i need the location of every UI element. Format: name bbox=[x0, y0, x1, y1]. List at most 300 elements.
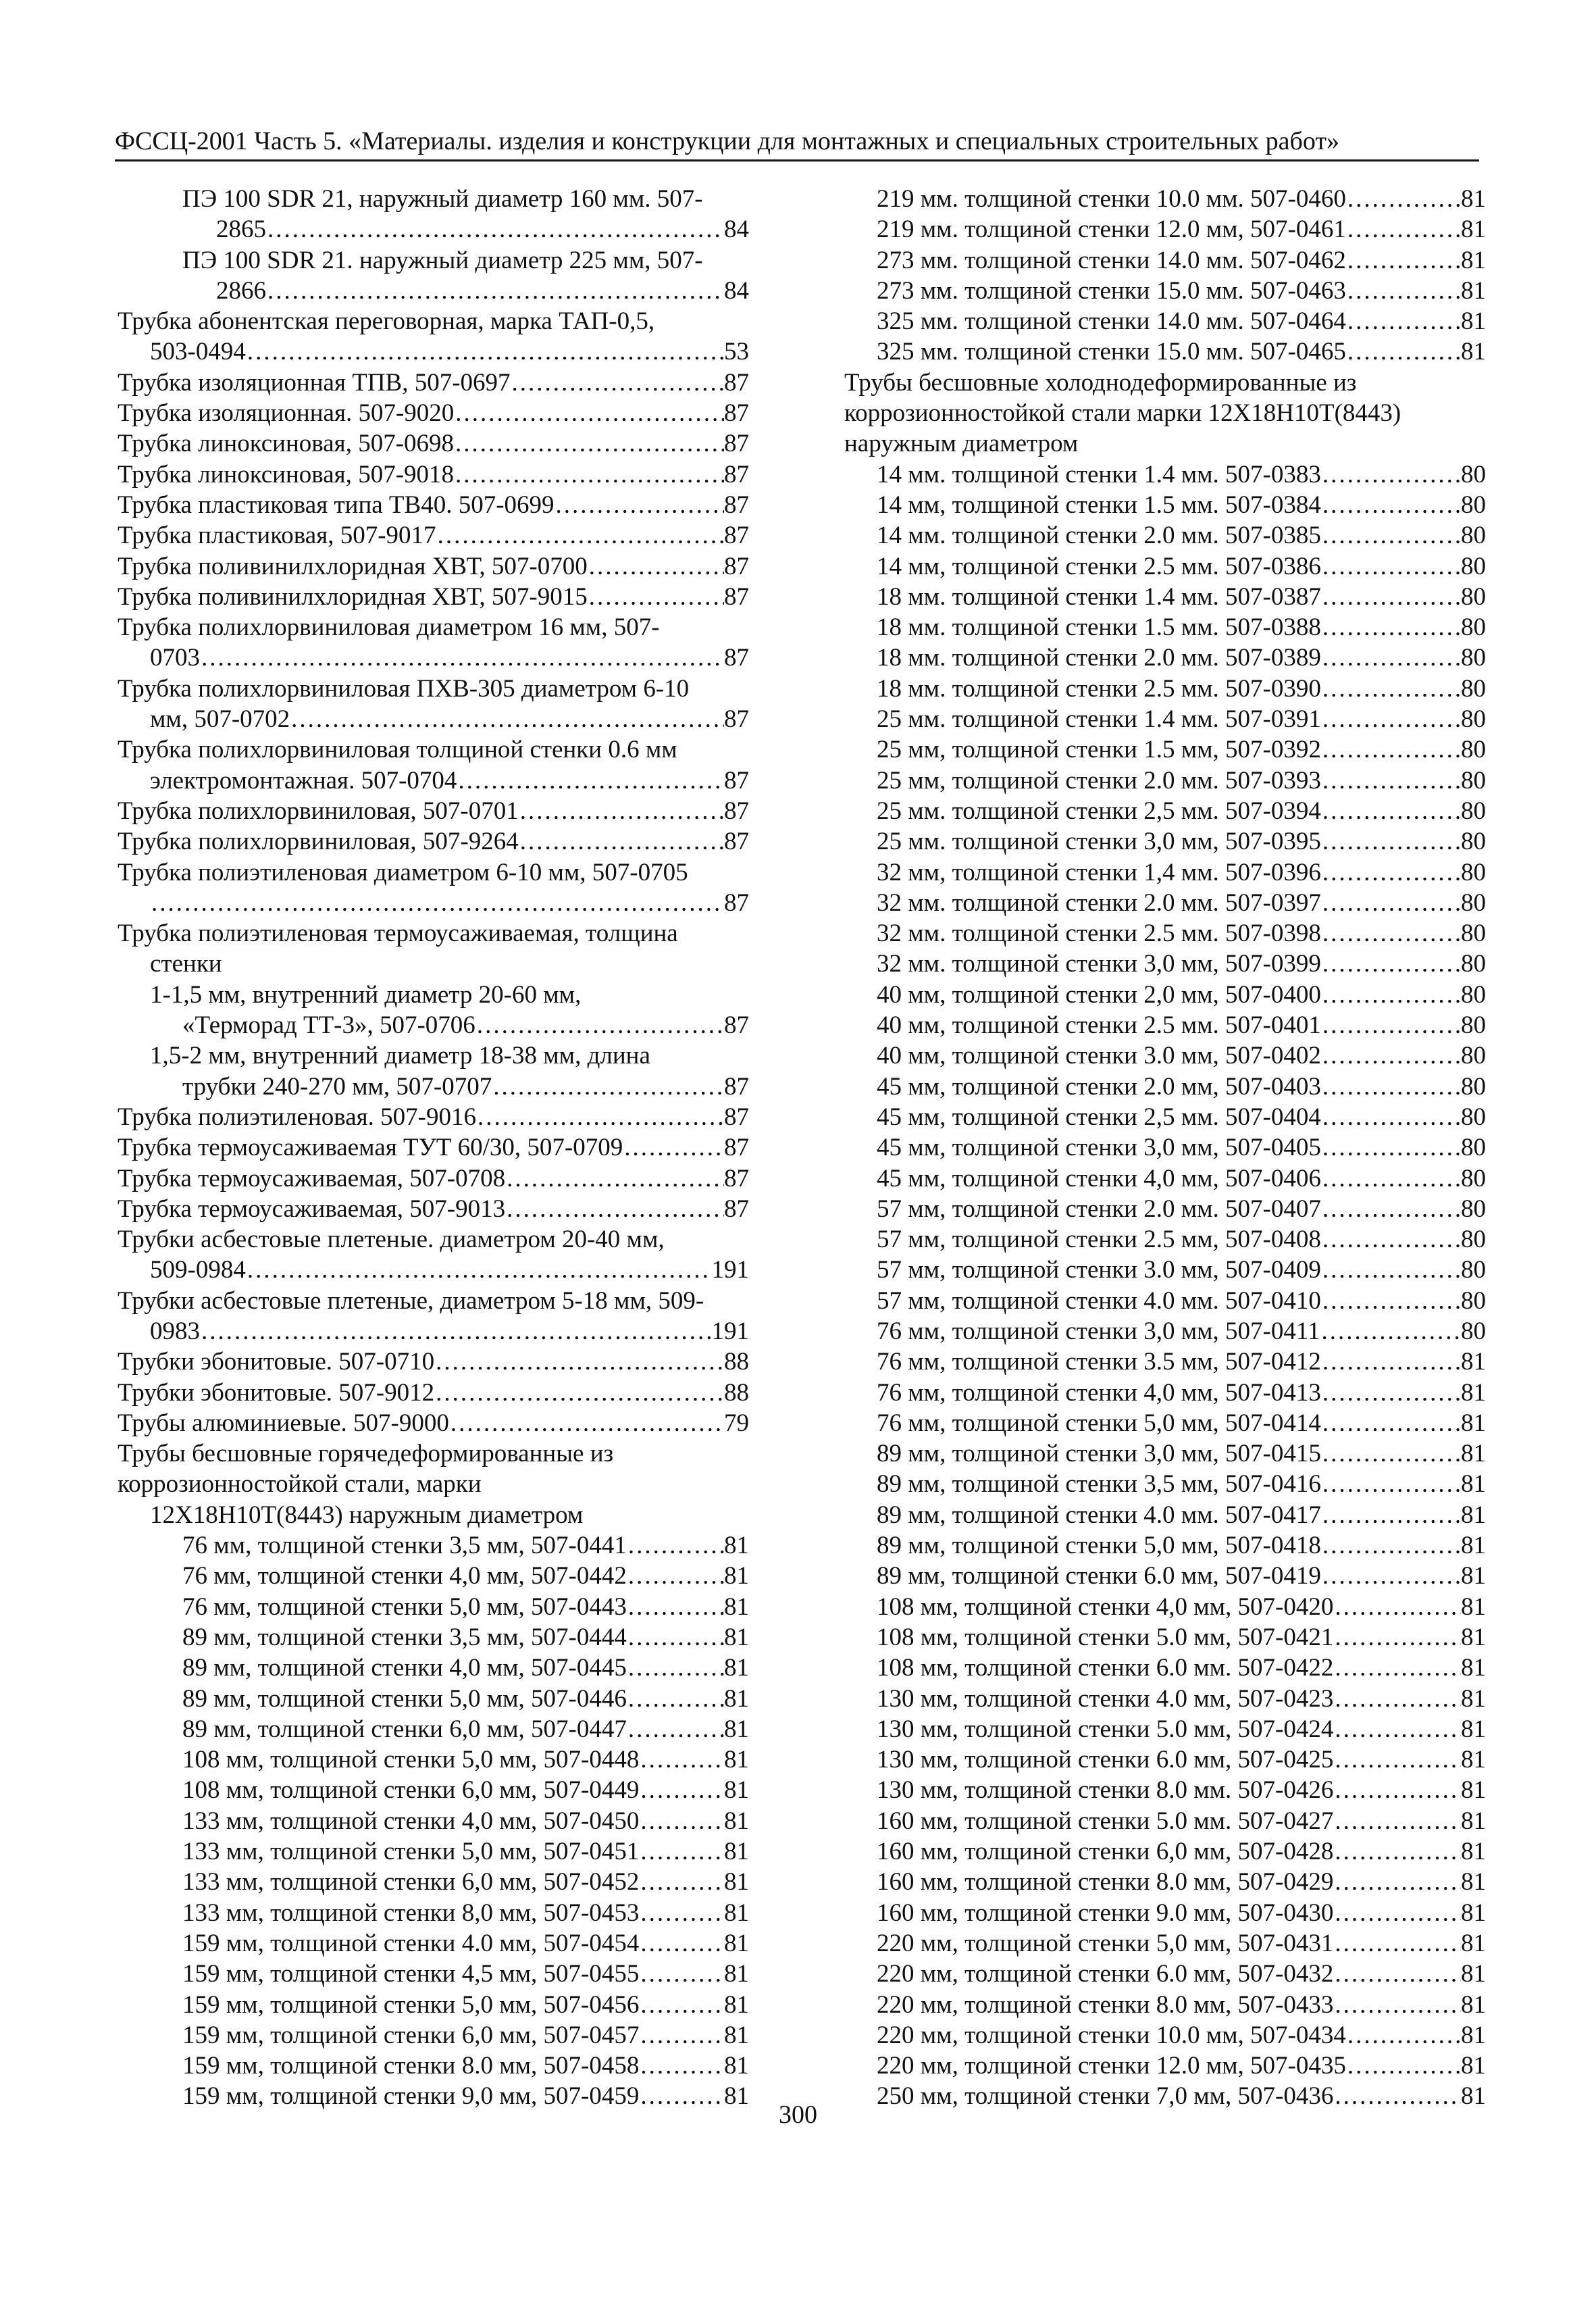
index-entry bbox=[844, 490, 1486, 520]
index-entry-text: 14 мм. толщиной стенки 2.0 мм. 507-0385 bbox=[877, 522, 1321, 550]
index-entry-page: 81 bbox=[1461, 1470, 1486, 1499]
index-entry-text: 89 мм, толщиной стенки 3,0 мм, 507-0415 bbox=[877, 1440, 1321, 1468]
dot-leader bbox=[639, 1775, 724, 1805]
index-entry-text: 0703 bbox=[150, 644, 200, 672]
index-entry bbox=[844, 643, 1486, 673]
index-entry-text: 220 мм, толщиной стенки 6.0 мм, 507-0432 bbox=[877, 1960, 1334, 1988]
dot-leader bbox=[1333, 1959, 1461, 1989]
dot-leader bbox=[1333, 1592, 1461, 1622]
index-entry-text: ПЭ 100 SDR 21. наружный диаметр 225 мм, 507- bbox=[182, 246, 703, 274]
index-entry-text: Трубы бесшовные холоднодеформированные из bbox=[844, 368, 1357, 397]
index-entry-text: Трубка термоусаживаемая, 507-0708 bbox=[118, 1164, 506, 1192]
index-entry bbox=[844, 980, 1486, 1010]
index-entry-text: Трубка пластиковая, 507-9017 bbox=[118, 522, 436, 550]
index-entry-page: 87 bbox=[724, 368, 749, 397]
index-entry-page: 81 bbox=[724, 1623, 749, 1651]
index-entry bbox=[118, 1469, 749, 1499]
dot-leader bbox=[1321, 918, 1461, 949]
index-entry-page: 81 bbox=[724, 1532, 749, 1560]
index-entry bbox=[118, 643, 749, 673]
index-entry-text: Трубы бесшовные горячедеформированные из bbox=[118, 1440, 614, 1468]
index-entry-page: 80 bbox=[1461, 705, 1486, 734]
index-entry-text: 25 мм, толщиной стенки 1.5 мм, 507-0392 bbox=[877, 736, 1321, 764]
index-entry-page: 81 bbox=[724, 1898, 749, 1927]
index-entry-page: 81 bbox=[724, 1746, 749, 1774]
index-entry bbox=[844, 459, 1486, 490]
index-entry bbox=[118, 1132, 749, 1163]
index-entry-text: 89 мм, толщиной стенки 4.0 мм. 507-0417 bbox=[877, 1501, 1321, 1529]
index-entry bbox=[844, 336, 1486, 367]
index-entry bbox=[118, 1928, 749, 1959]
index-entry-text: 89 мм, толщиной стенки 5,0 мм, 507-0418 bbox=[877, 1532, 1321, 1560]
index-entry-page: 87 bbox=[724, 1164, 749, 1192]
dot-leader bbox=[1333, 1928, 1461, 1959]
index-entry-text: 220 мм, толщиной стенки 10.0 мм, 507-0434 bbox=[877, 2021, 1346, 2049]
dot-leader bbox=[627, 1530, 724, 1561]
index-entry bbox=[118, 1744, 749, 1775]
index-entry bbox=[844, 1316, 1486, 1347]
index-entry-text: Трубы алюминиевые. 507-9000 bbox=[118, 1409, 449, 1437]
index-entry-text: 1-1,5 мм, внутренний диаметр 20-60 мм, bbox=[150, 980, 582, 1009]
index-entry-text: 159 мм, толщиной стенки 4,5 мм, 507-0455 bbox=[182, 1960, 640, 1988]
index-entry-page: 81 bbox=[1461, 1623, 1486, 1651]
index-entry-text: 76 мм, толщиной стенки 5,0 мм, 507-0414 bbox=[877, 1409, 1321, 1437]
dot-leader bbox=[266, 276, 724, 306]
index-entry-text: 57 мм, толщиной стенки 2.5 мм, 507-0408 bbox=[877, 1226, 1321, 1254]
index-entry-text: коррозионностойкой стали марки 12Х18Н10Т(8443) bbox=[844, 399, 1401, 428]
index-entry bbox=[844, 1990, 1486, 2020]
index-entry-text: 130 мм, толщиной стенки 8.0 мм. 507-0426 bbox=[877, 1776, 1334, 1805]
index-entry bbox=[118, 582, 749, 612]
index-entry bbox=[118, 1561, 749, 1591]
index-entry-text: 160 мм, толщиной стенки 8.0 мм, 507-0429 bbox=[877, 1868, 1334, 1896]
index-entry-text: 57 мм, толщиной стенки 4.0 мм. 507-0410 bbox=[877, 1286, 1321, 1315]
index-entry bbox=[844, 1378, 1486, 1408]
index-entry-text: 32 мм, толщиной стенки 1,4 мм. 507-0396 bbox=[877, 858, 1321, 886]
dot-leader bbox=[627, 1592, 724, 1622]
index-entry bbox=[118, 1347, 749, 1377]
dot-leader bbox=[588, 582, 724, 612]
index-entry bbox=[118, 1072, 749, 1102]
dot-leader bbox=[639, 1836, 724, 1867]
index-entry-text: Трубка абонентская переговорная, марка ТАП-0,5, bbox=[118, 307, 655, 336]
dot-leader bbox=[1321, 520, 1461, 551]
dot-leader bbox=[627, 1714, 724, 1744]
index-entry bbox=[118, 1316, 749, 1347]
index-entry-text: Трубка полихлорвиниловая диаметром 16 мм, 507- bbox=[118, 613, 660, 642]
index-entry bbox=[118, 1990, 749, 2020]
index-entry-text: 45 мм, толщиной стенки 2.0 мм, 507-0403 bbox=[877, 1072, 1321, 1101]
dot-leader bbox=[1321, 1347, 1461, 1377]
dot-leader bbox=[1321, 1040, 1461, 1071]
index-entry bbox=[118, 1684, 749, 1714]
index-entry bbox=[844, 1684, 1486, 1714]
index-entry-text: Трубка полиэтиленовая диаметром 6-10 мм, 507-0705 bbox=[118, 858, 688, 886]
index-entry bbox=[844, 1408, 1486, 1438]
index-entry bbox=[844, 888, 1486, 918]
index-entry bbox=[844, 1102, 1486, 1132]
page-number: 300 bbox=[779, 2101, 817, 2129]
index-entry-page: 80 bbox=[1461, 460, 1486, 488]
dot-leader bbox=[1321, 1102, 1461, 1132]
index-entry-page: 81 bbox=[1461, 1868, 1486, 1896]
dot-leader bbox=[1333, 1684, 1461, 1714]
index-entry-page: 87 bbox=[724, 888, 749, 917]
index-entry-page: 80 bbox=[1461, 980, 1486, 1009]
dot-leader bbox=[454, 398, 724, 428]
index-entry-text: 220 мм, толщиной стенки 12.0 мм, 507-0435 bbox=[877, 2052, 1346, 2080]
index-entry-text: Трубка изоляционная ТПВ, 507-0697 bbox=[118, 368, 511, 397]
index-entry bbox=[844, 1653, 1486, 1683]
dot-leader bbox=[555, 490, 724, 520]
dot-leader bbox=[1321, 1194, 1461, 1224]
index-entry-text: 108 мм, толщиной стенки 4,0 мм, 507-0420 bbox=[877, 1592, 1334, 1621]
index-entry-text: 160 мм, толщиной стенки 9.0 мм, 507-0430 bbox=[877, 1898, 1334, 1927]
index-entry-text: 89 мм, толщиной стенки 6.0 мм, 507-0419 bbox=[877, 1562, 1321, 1590]
index-entry-page: 81 bbox=[1461, 1684, 1486, 1713]
dot-leader bbox=[623, 1132, 724, 1163]
index-entry-text: трубки 240-270 мм, 507-0707 bbox=[182, 1072, 492, 1101]
index-entry-page: 81 bbox=[1461, 1990, 1486, 2019]
index-entry-page: 80 bbox=[1461, 858, 1486, 886]
index-entry-text: 220 мм, толщиной стенки 8.0 мм, 507-0433 bbox=[877, 1990, 1334, 2019]
index-entry bbox=[844, 1530, 1486, 1561]
index-entry-text: 32 мм. толщиной стенки 3,0 мм, 507-0399 bbox=[877, 950, 1321, 978]
dot-leader bbox=[1321, 582, 1461, 612]
index-entry-text: «Терморад ТТ-3», 507-0706 bbox=[182, 1011, 475, 1040]
index-entry-text: 32 мм. толщиной стенки 2.0 мм. 507-0397 bbox=[877, 888, 1321, 917]
index-entry-page: 87 bbox=[724, 766, 749, 795]
index-entry bbox=[844, 1469, 1486, 1499]
index-entry bbox=[844, 1744, 1486, 1775]
index-entry-page: 80 bbox=[1461, 888, 1486, 917]
index-entry-text: 219 мм. толщиной стенки 12.0 мм, 507-0461 bbox=[877, 216, 1346, 244]
index-entry-page: 81 bbox=[1461, 2082, 1486, 2111]
index-entry-text: 89 мм, толщиной стенки 6,0 мм, 507-0447 bbox=[182, 1715, 627, 1743]
index-entry bbox=[118, 1286, 749, 1316]
index-entry-text: 1,5-2 мм, внутренний диаметр 18-38 мм, длина bbox=[150, 1042, 650, 1070]
index-entry bbox=[844, 1806, 1486, 1836]
dot-leader bbox=[639, 1898, 724, 1928]
index-entry-text: 130 мм, толщиной стенки 5.0 мм, 507-0424 bbox=[877, 1715, 1334, 1743]
index-entry-text: Трубка полихлорвиниловая толщиной стенки 0.6 мм bbox=[118, 736, 677, 764]
index-entry-text: 14 мм. толщиной стенки 1.4 мм. 507-0383 bbox=[877, 460, 1321, 488]
index-entry-text: 219 мм. толщиной стенки 10.0 мм. 507-0460 bbox=[877, 185, 1346, 213]
index-entry-page: 80 bbox=[1461, 797, 1486, 825]
index-entry bbox=[844, 612, 1486, 643]
index-entry bbox=[844, 1592, 1486, 1622]
index-entry-text: 45 мм, толщиной стенки 2,5 мм. 507-0404 bbox=[877, 1103, 1321, 1131]
index-entry-page: 81 bbox=[1461, 1378, 1486, 1407]
dot-leader bbox=[588, 551, 724, 582]
index-entry bbox=[118, 980, 749, 1010]
dot-leader bbox=[476, 1102, 724, 1132]
index-entry bbox=[118, 1010, 749, 1040]
index-entry-page: 87 bbox=[724, 1103, 749, 1131]
index-entry-page: 87 bbox=[724, 1072, 749, 1101]
dot-leader bbox=[1333, 1836, 1461, 1867]
index-entry-text: Трубки асбестовые плетеные. диаметром 20-40 мм, bbox=[118, 1226, 665, 1254]
dot-leader bbox=[1321, 826, 1461, 857]
index-entry-page: 80 bbox=[1461, 1134, 1486, 1162]
index-entry-text: Трубка пластиковая типа ТВ40. 507-0699 bbox=[118, 491, 555, 519]
index-entry bbox=[118, 306, 749, 336]
index-entry bbox=[118, 1653, 749, 1683]
dot-leader bbox=[1346, 245, 1461, 276]
dot-leader bbox=[1321, 980, 1461, 1010]
dot-leader bbox=[639, 1928, 724, 1959]
index-entry-text: 45 мм, толщиной стенки 4,0 мм, 507-0406 bbox=[877, 1164, 1321, 1192]
index-entry-text: 89 мм, толщиной стенки 4,0 мм, 507-0445 bbox=[182, 1654, 627, 1682]
index-entry-page: 80 bbox=[1461, 1286, 1486, 1315]
index-entry bbox=[844, 1163, 1486, 1194]
index-entry bbox=[844, 1072, 1486, 1102]
dot-leader bbox=[519, 826, 724, 857]
index-entry-page: 88 bbox=[724, 1378, 749, 1407]
index-entry bbox=[844, 1928, 1486, 1959]
dot-leader bbox=[1346, 2051, 1461, 2081]
index-entry-text: Трубка полиэтиленовая. 507-9016 bbox=[118, 1103, 476, 1131]
index-entry bbox=[118, 1438, 749, 1469]
index-entry-text: Трубки эбонитовые. 507-9012 bbox=[118, 1378, 435, 1407]
dot-leader bbox=[434, 1378, 724, 1408]
index-entry bbox=[844, 368, 1486, 398]
dot-leader bbox=[1321, 857, 1461, 888]
index-entry bbox=[844, 2051, 1486, 2081]
index-entry-page: 191 bbox=[711, 1256, 749, 1284]
index-entry bbox=[844, 1438, 1486, 1469]
index-entry-text: 57 мм, толщиной стенки 3.0 мм, 507-0409 bbox=[877, 1256, 1321, 1284]
index-entry bbox=[844, 276, 1486, 306]
index-entry-page: 87 bbox=[724, 1011, 749, 1040]
index-entry bbox=[118, 214, 749, 245]
running-header: ФССЦ-2001 Часть 5. «Материалы. изделия и конструкции для монтажных и специальных строительных работ» bbox=[115, 127, 1339, 155]
index-entry-page: 80 bbox=[1461, 522, 1486, 550]
index-entry bbox=[118, 734, 749, 765]
dot-leader bbox=[1321, 1010, 1461, 1040]
index-entry-page: 81 bbox=[1461, 1592, 1486, 1621]
dot-leader bbox=[1333, 1775, 1461, 1805]
dot-leader bbox=[1333, 1653, 1461, 1683]
index-entry-text: 25 мм, толщиной стенки 2.0 мм. 507-0393 bbox=[877, 766, 1321, 795]
index-entry-page: 191 bbox=[711, 1317, 749, 1345]
index-entry bbox=[844, 1286, 1486, 1316]
index-entry bbox=[844, 918, 1486, 949]
dot-leader bbox=[639, 1959, 724, 1989]
index-entry-text: 18 мм. толщиной стенки 1.5 мм. 507-0388 bbox=[877, 613, 1321, 642]
header-rule bbox=[115, 159, 1479, 161]
dot-leader bbox=[1321, 1163, 1461, 1194]
dot-leader bbox=[434, 1347, 724, 1377]
index-entry-text: 108 мм, толщиной стенки 6.0 мм. 507-0422 bbox=[877, 1654, 1334, 1682]
dot-leader bbox=[627, 1622, 724, 1653]
index-entry bbox=[118, 918, 749, 949]
dot-leader bbox=[1321, 1132, 1461, 1163]
index-entry-page: 81 bbox=[1461, 1898, 1486, 1927]
dot-leader bbox=[436, 520, 724, 551]
index-entry-page: 84 bbox=[724, 216, 749, 244]
index-entry-page: 80 bbox=[1461, 1226, 1486, 1254]
index-entry-text: 108 мм, толщиной стенки 5,0 мм, 507-0448 bbox=[182, 1746, 640, 1774]
index-entry bbox=[118, 276, 749, 306]
index-entry-page: 81 bbox=[1461, 1776, 1486, 1805]
index-entry-page: 87 bbox=[724, 705, 749, 734]
index-entry bbox=[118, 1836, 749, 1867]
index-entry bbox=[118, 1408, 749, 1438]
dot-leader bbox=[492, 1072, 724, 1102]
dot-leader bbox=[1321, 1072, 1461, 1102]
index-entry-page: 81 bbox=[724, 2082, 749, 2111]
index-entry-text: Трубка линоксиновая, 507-9018 bbox=[118, 460, 455, 488]
index-entry-text: 273 мм. толщиной стенки 14.0 мм. 507-0462 bbox=[877, 246, 1346, 274]
index-entry bbox=[118, 674, 749, 704]
dot-leader bbox=[1321, 765, 1461, 796]
index-entry-page: 87 bbox=[724, 399, 749, 428]
index-entry-text: 76 мм, толщиной стенки 3,0 мм, 507-0411 bbox=[877, 1317, 1320, 1345]
index-entry-text: 130 мм, толщиной стенки 4.0 мм, 507-0423 bbox=[877, 1684, 1334, 1713]
dot-leader bbox=[1321, 1438, 1461, 1469]
dot-leader bbox=[1333, 1714, 1461, 1744]
index-entry-text: 18 мм. толщиной стенки 1.4 мм. 507-0387 bbox=[877, 582, 1321, 611]
index-entry-text: 12Х18Н10Т(8443) наружным диаметром bbox=[150, 1501, 584, 1529]
dot-leader bbox=[1346, 2020, 1461, 2051]
index-entry-page: 80 bbox=[1461, 920, 1486, 948]
dot-leader bbox=[505, 1163, 724, 1194]
index-entry-page: 81 bbox=[724, 2021, 749, 2049]
dot-leader bbox=[627, 1653, 724, 1683]
index-entry-page: 87 bbox=[724, 552, 749, 580]
index-entry bbox=[118, 245, 749, 276]
index-entry bbox=[844, 734, 1486, 765]
index-entry-page: 81 bbox=[1461, 1929, 1486, 1957]
index-entry-text: Трубка изоляционная. 507-9020 bbox=[118, 399, 455, 428]
index-entry bbox=[118, 184, 749, 214]
index-entry-page: 81 bbox=[724, 1868, 749, 1896]
index-entry bbox=[118, 1959, 749, 1989]
dot-leader bbox=[454, 459, 724, 490]
dot-leader bbox=[1321, 612, 1461, 643]
index-entry-page: 80 bbox=[1461, 950, 1486, 978]
dot-leader bbox=[1320, 1316, 1462, 1347]
index-entry bbox=[844, 1775, 1486, 1805]
dot-leader bbox=[1346, 336, 1461, 367]
index-entry-page: 81 bbox=[724, 1715, 749, 1743]
index-entry-page: 81 bbox=[1461, 1562, 1486, 1590]
index-entry-text: 160 мм, толщиной стенки 6,0 мм, 507-0428 bbox=[877, 1838, 1334, 1866]
index-entry-text: 108 мм, толщиной стенки 6,0 мм, 507-0449 bbox=[182, 1776, 640, 1805]
dot-leader bbox=[505, 1194, 724, 1224]
index-entry-page: 80 bbox=[1461, 1072, 1486, 1101]
index-entry-text: стенки bbox=[150, 950, 222, 978]
index-entry-text: 133 мм, толщиной стенки 4,0 мм, 507-0450 bbox=[182, 1807, 640, 1835]
index-entry-text: 325 мм. толщиной стенки 14.0 мм. 507-0464 bbox=[877, 307, 1346, 336]
index-column-left bbox=[118, 184, 749, 2112]
dot-leader bbox=[1333, 1867, 1461, 1897]
index-entry bbox=[844, 1040, 1486, 1071]
index-entry-text: 40 мм, толщиной стенки 2,0 мм, 507-0400 bbox=[877, 980, 1321, 1009]
index-entry-page: 87 bbox=[724, 797, 749, 825]
index-entry bbox=[118, 1194, 749, 1224]
dot-leader bbox=[1321, 796, 1461, 826]
index-entry-page: 81 bbox=[1461, 246, 1486, 274]
dot-leader bbox=[1321, 551, 1461, 582]
index-entry-text: 18 мм. толщиной стенки 2.5 мм. 507-0390 bbox=[877, 674, 1321, 703]
index-entry bbox=[118, 1714, 749, 1744]
dot-leader bbox=[246, 1255, 712, 1285]
index-entry-text: Трубки асбестовые плетеные, диаметром 5-18 мм, 509- bbox=[118, 1286, 704, 1315]
index-entry bbox=[118, 1592, 749, 1622]
index-entry-text: Трубка термоусаживаемая, 507-9013 bbox=[118, 1194, 506, 1223]
index-entry-text: 45 мм, толщиной стенки 3,0 мм, 507-0405 bbox=[877, 1134, 1321, 1162]
index-entry-text: 159 мм, толщиной стенки 6,0 мм, 507-0457 bbox=[182, 2021, 640, 2049]
index-entry bbox=[118, 428, 749, 459]
dot-leader bbox=[266, 214, 724, 245]
index-entry-text: 25 мм. толщиной стенки 2,5 мм. 507-0394 bbox=[877, 797, 1321, 825]
index-entry-page: 80 bbox=[1461, 674, 1486, 703]
index-entry-page: 81 bbox=[1461, 185, 1486, 213]
dot-leader bbox=[639, 1867, 724, 1897]
index-entry bbox=[118, 765, 749, 796]
dot-leader bbox=[639, 1806, 724, 1836]
index-entry bbox=[844, 306, 1486, 336]
dot-leader bbox=[1321, 704, 1461, 734]
index-entry bbox=[118, 1775, 749, 1805]
index-entry-page: 81 bbox=[1461, 276, 1486, 305]
index-entry-page: 81 bbox=[724, 2052, 749, 2080]
dot-leader bbox=[454, 428, 724, 459]
index-entry bbox=[844, 1194, 1486, 1224]
index-entry bbox=[844, 1132, 1486, 1163]
index-entry bbox=[118, 1867, 749, 1897]
index-entry-page: 81 bbox=[1461, 1501, 1486, 1529]
index-entry-page: 81 bbox=[1461, 1654, 1486, 1682]
dot-leader bbox=[511, 368, 724, 398]
index-entry-text: 76 мм, толщиной стенки 4,0 мм, 507-0442 bbox=[182, 1562, 627, 1590]
index-column-right bbox=[844, 184, 1486, 2112]
index-entry-text: Трубка поливинилхлоридная ХВТ, 507-9015 bbox=[118, 582, 588, 611]
index-entry-page: 80 bbox=[1461, 828, 1486, 856]
dot-leader bbox=[1321, 459, 1461, 490]
index-entry bbox=[844, 1867, 1486, 1897]
index-entry-page: 80 bbox=[1461, 1042, 1486, 1070]
index-entry-text: 14 мм, толщиной стенки 1.5 мм. 507-0384 bbox=[877, 491, 1321, 519]
index-entry-page: 80 bbox=[1461, 491, 1486, 519]
index-entry-text: 40 мм, толщиной стенки 3.0 мм, 507-0402 bbox=[877, 1042, 1321, 1070]
index-entry bbox=[118, 1622, 749, 1653]
index-entry bbox=[844, 1959, 1486, 1989]
index-entry-page: 87 bbox=[724, 828, 749, 856]
index-entry bbox=[844, 551, 1486, 582]
index-entry bbox=[844, 1010, 1486, 1040]
index-entry-page: 80 bbox=[1461, 582, 1486, 611]
dot-leader bbox=[457, 765, 724, 796]
dot-leader bbox=[639, 2020, 724, 2051]
dot-leader bbox=[246, 336, 724, 367]
index-entry-page: 81 bbox=[1461, 1348, 1486, 1376]
index-entry bbox=[118, 1530, 749, 1561]
index-entry-page: 81 bbox=[1461, 1838, 1486, 1866]
index-entry-page: 81 bbox=[724, 1960, 749, 1988]
index-entry-text: 108 мм, толщиной стенки 5.0 мм, 507-0421 bbox=[877, 1623, 1334, 1651]
index-entry-text: 89 мм, толщиной стенки 3,5 мм, 507-0444 bbox=[182, 1623, 627, 1651]
dot-leader bbox=[627, 1684, 724, 1714]
index-entry-page: 81 bbox=[724, 1838, 749, 1866]
index-entry-page: 80 bbox=[1461, 766, 1486, 795]
index-entry-text: 40 мм, толщиной стенки 2.5 мм. 507-0401 bbox=[877, 1011, 1321, 1040]
index-entry-page: 81 bbox=[724, 1929, 749, 1957]
index-entry-page: 87 bbox=[724, 430, 749, 458]
dot-leader bbox=[1321, 1530, 1461, 1561]
